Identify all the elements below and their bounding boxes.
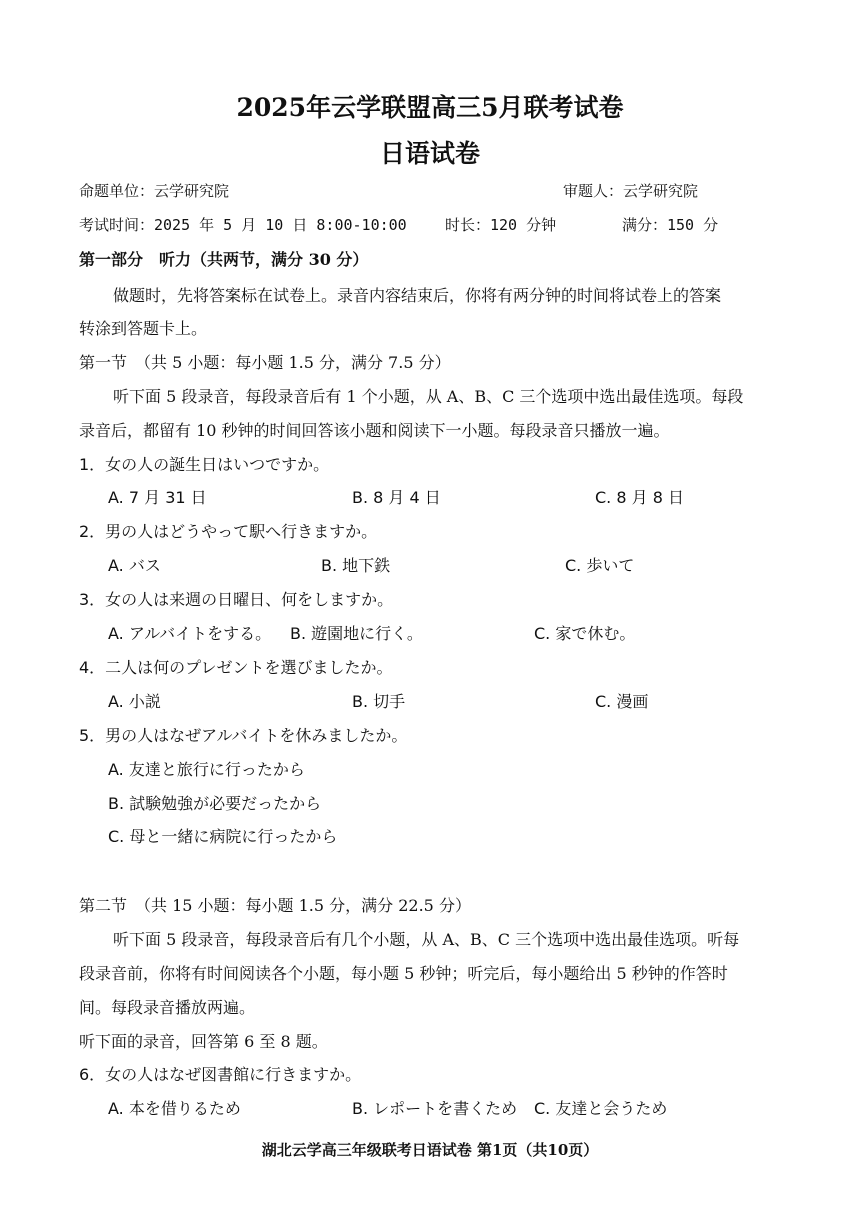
- q6-option-a: A. 本を借りるため: [108, 1099, 241, 1118]
- exam-subtitle: 日语试卷: [379, 139, 480, 168]
- q1-option-b: B. 8 月 4 日: [352, 488, 441, 507]
- q3-option-b: B. 遊園地に行く。: [290, 624, 423, 643]
- q2-option-c: C. 歩いて: [565, 556, 635, 575]
- q3-option-a: A. アルバイトをする。: [108, 624, 272, 643]
- part1-heading: 第一部分 听力（共两节，满分 30 分）: [79, 250, 369, 269]
- section2-instr-line2: 段录音前，你将有时间阅读各个小题，每小题 5 秒钟；听完后，每小题给出 5 秒钟的作答时: [79, 964, 728, 983]
- q5-option-c: C. 母と一緒に病院に行ったから: [108, 827, 338, 846]
- section1-instr-line1: 听下面 5 段录音，每段录音后有 1 个小题，从 A、B、C 三个选项中选出最佳选项。每段: [113, 387, 744, 406]
- reviewer: 审题人：云学研究院: [563, 182, 699, 200]
- section2-instr-line3: 间。每段录音播放两遍。: [79, 998, 256, 1017]
- listen-note: 听下面的录音，回答第 6 至 8 题。: [79, 1032, 328, 1051]
- part1-intro-line2: 转涂到答题卡上。: [79, 319, 208, 338]
- question-3: 3．女の人は来週の日曜日、何をしますか。: [79, 590, 394, 609]
- q4-option-a: A. 小説: [108, 692, 161, 711]
- question-6: 6．女の人はなぜ図書館に行きますか。: [79, 1065, 362, 1084]
- full-score: 满分：150 分: [622, 216, 719, 234]
- author-unit: 命题单位：云学研究院: [79, 182, 230, 200]
- q6-option-b: B. レポートを書くため: [352, 1099, 518, 1118]
- q2-option-b: B. 地下鉄: [321, 556, 391, 575]
- q5-option-b: B. 試験勉強が必要だったから: [108, 794, 322, 813]
- page-footer: 湖北云学高三年级联考日语试卷 第1页（共10页）: [261, 1141, 599, 1159]
- question-5: 5．男の人はなぜアルバイトを休みましたか。: [79, 726, 408, 745]
- q2-option-a: A. バス: [108, 556, 161, 575]
- q5-option-a: A. 友達と旅行に行ったから: [108, 760, 305, 779]
- part1-intro-line1: 做题时，先将答案标在试卷上。录音内容结束后，你将有两分钟的时间将试卷上的答案: [113, 286, 722, 305]
- exam-time: 考试时间：2025 年 5 月 10 日 8:00-10:00: [79, 216, 407, 234]
- q6-option-c: C. 友達と会うため: [534, 1099, 668, 1118]
- q4-option-b: B. 切手: [352, 692, 406, 711]
- section2-instr-line1: 听下面 5 段录音，每段录音后有几个小题，从 A、B、C 三个选项中选出最佳选项。听每: [113, 930, 740, 949]
- duration: 时长：120 分钟: [445, 216, 557, 234]
- section1-heading: 第一节 （共 5 小题：每小题 1.5 分，满分 7.5 分）: [79, 353, 451, 372]
- section2-heading: 第二节 （共 15 小题：每小题 1.5 分，满分 22.5 分）: [79, 896, 471, 915]
- q1-option-a: A. 7 月 31 日: [108, 488, 207, 507]
- exam-title: 2025年云学联盟高三5月联考试卷: [236, 93, 624, 122]
- section1-instr-line2: 录音后，都留有 10 秒钟的时间回答该小题和阅读下一小题。每段录音只播放一遍。: [79, 421, 670, 440]
- question-4: 4．二人は何のプレゼントを選びましたか。: [79, 658, 393, 677]
- question-2: 2．男の人はどうやって駅へ行きますか。: [79, 522, 378, 541]
- q1-option-c: C. 8 月 8 日: [595, 488, 684, 507]
- q3-option-c: C. 家で休む。: [534, 624, 636, 643]
- q4-option-c: C. 漫画: [595, 692, 649, 711]
- question-1: 1．女の人の誕生日はいつですか。: [79, 455, 330, 474]
